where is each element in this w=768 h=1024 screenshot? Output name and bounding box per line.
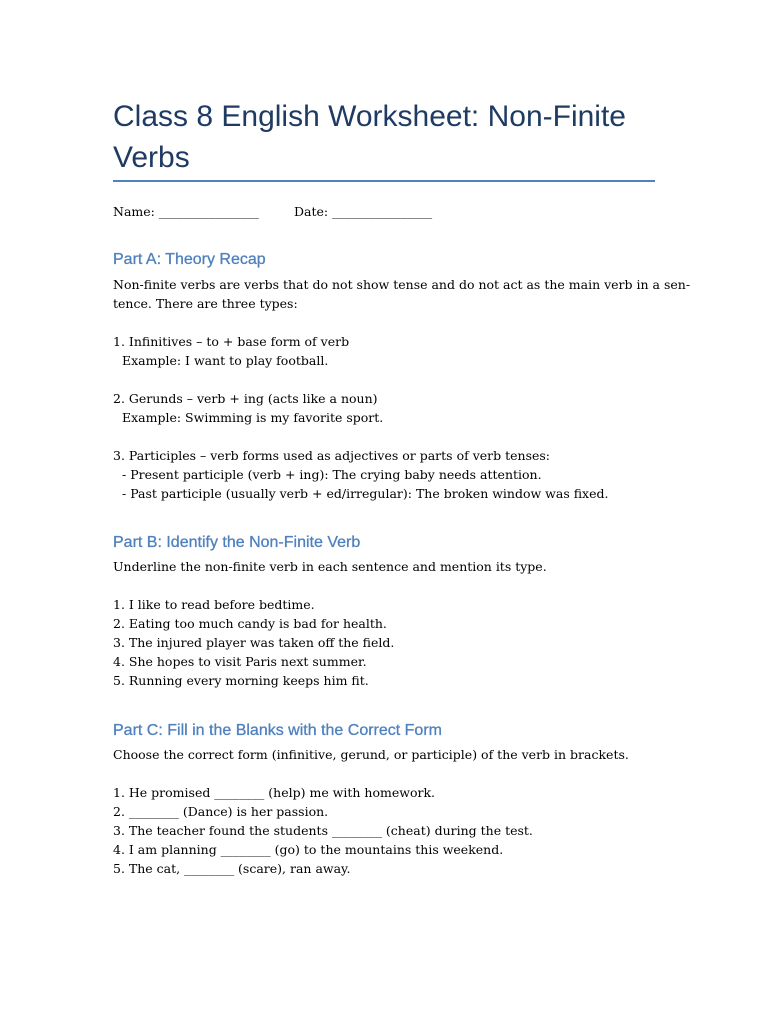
part-c-body	[113, 745, 655, 878]
gerund-item: 2. Gerunds – verb + ing (acts like a noun)	[113, 391, 378, 406]
list-item: 3. The teacher found the students ________ (cheat) during the test.	[113, 823, 533, 838]
list-item: 5. The cat, ________ (scare), ran away.	[113, 861, 351, 876]
name-date-row	[113, 204, 655, 219]
list-item: 2. Eating too much candy is bad for health.	[113, 616, 387, 631]
list-item: 1. He promised ________ (help) me with homework.	[113, 785, 436, 800]
part-a-body	[113, 275, 691, 503]
part-c-instruction: Choose the correct form (infinitive, gerund, or participle) of the verb in brackets.	[113, 747, 629, 762]
past-participle-example: - Past participle (usually verb + ed/irregular): The broken window was fixed.	[122, 486, 609, 501]
list-item: 2. ________ (Dance) is her passion.	[113, 804, 329, 819]
list-item: 4. I am planning ________ (go) to the mountains this weekend.	[113, 842, 504, 857]
part-a-section	[113, 251, 691, 503]
part-c-heading: Part C: Fill in the Blanks with the Correct Form	[113, 722, 442, 739]
infinitive-example: Example: I want to play football.	[122, 353, 329, 368]
list-item: 4. She hopes to visit Paris next summer.	[113, 654, 367, 669]
intro-line-1: Non-finite verbs are verbs that do not show tense and do not act as the main verb in a sen-	[113, 277, 691, 292]
part-b-section	[113, 534, 655, 690]
title-line-2: Verbs	[113, 141, 190, 174]
gerund-example: Example: Swimming is my favorite sport.	[122, 410, 384, 425]
intro-line-2: tence. There are three types:	[113, 296, 298, 311]
present-participle-example: - Present participle (verb + ing): The crying baby needs attention.	[122, 467, 542, 482]
list-item: 3. The injured player was taken off the field.	[113, 635, 395, 650]
worksheet-page	[113, 96, 691, 878]
list-item: 5. Running every morning keeps him fit.	[113, 673, 369, 688]
title-line-1: Class 8 English Worksheet: Non-Finite	[113, 100, 626, 133]
date-field-label: Date: ________________	[294, 204, 433, 219]
part-b-heading: Part B: Identify the Non-Finite Verb	[113, 534, 361, 551]
page-title	[113, 96, 655, 182]
part-c-section	[113, 722, 655, 878]
participle-item: 3. Participles – verb forms used as adjectives or parts of verb tenses:	[113, 448, 551, 463]
name-field-label: Name: ________________	[113, 204, 259, 219]
list-item: 1. I like to read before bedtime.	[113, 597, 315, 612]
infinitive-item: 1. Infinitives – to + base form of verb	[113, 334, 350, 349]
part-b-instruction: Underline the non-finite verb in each sentence and mention its type.	[113, 559, 547, 574]
part-a-heading: Part A: Theory Recap	[113, 251, 266, 268]
part-b-body	[113, 557, 655, 690]
